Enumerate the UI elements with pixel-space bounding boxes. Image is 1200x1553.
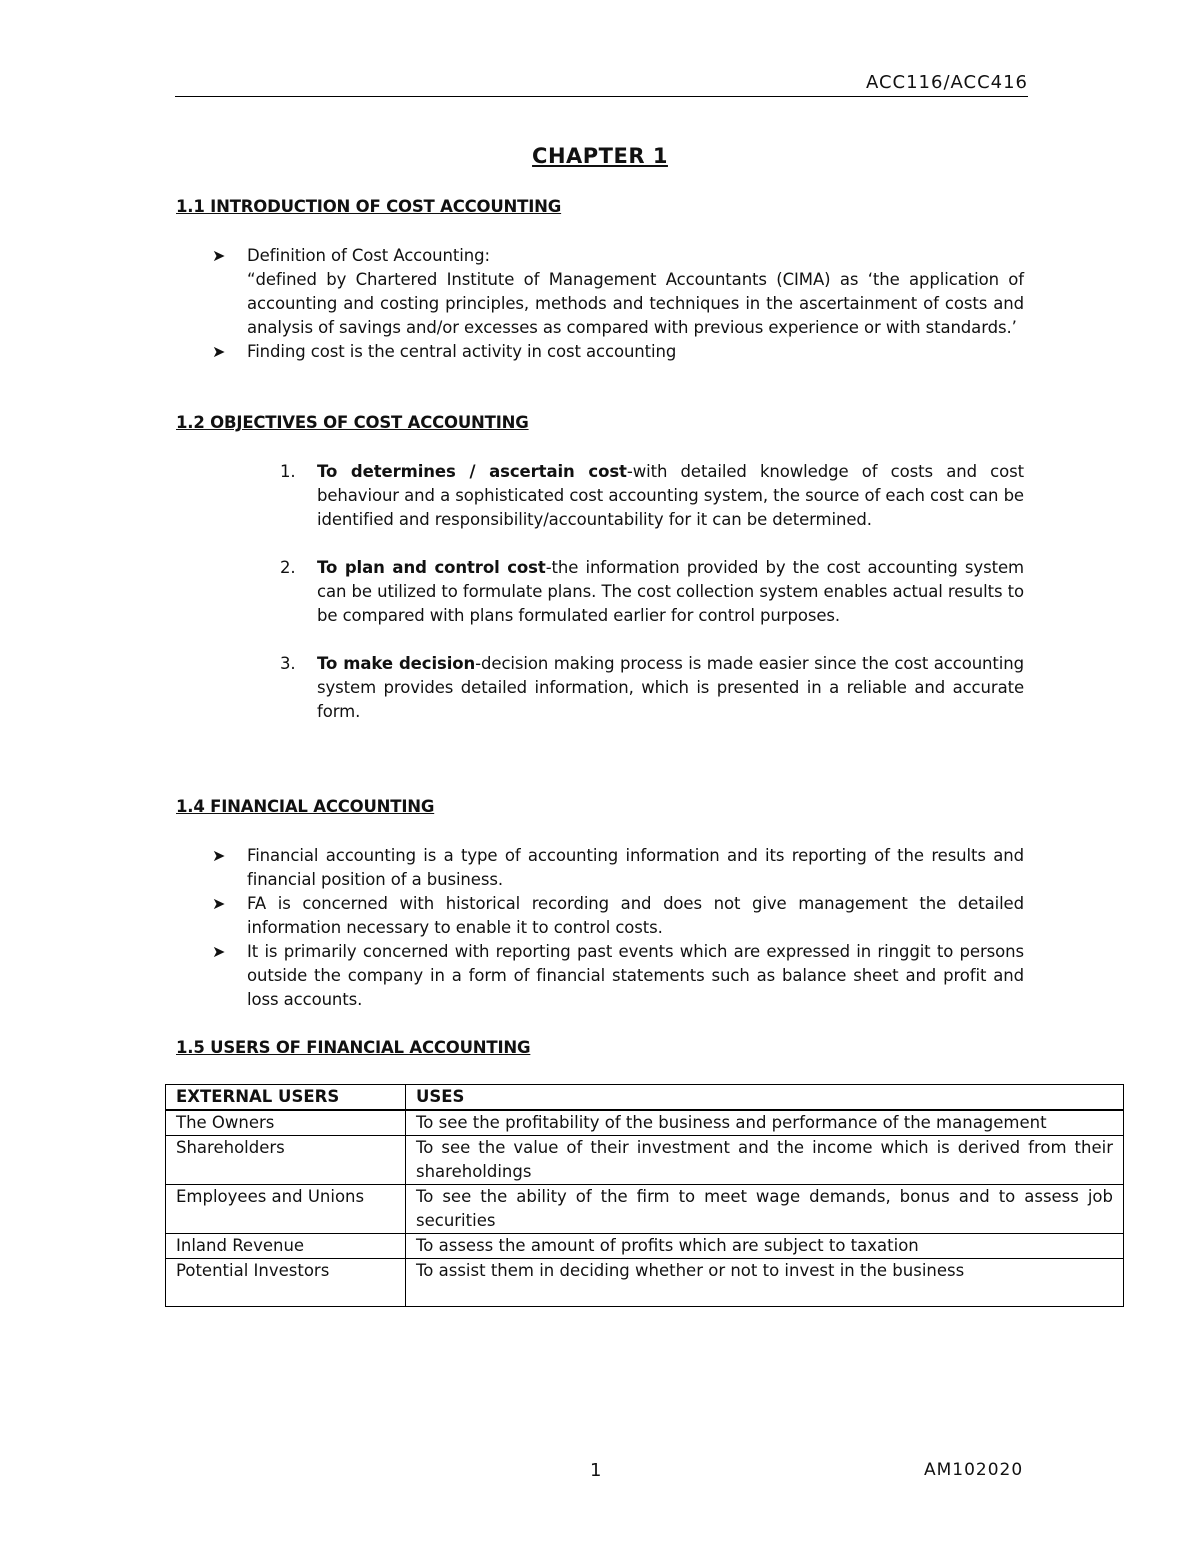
item-number: 3. xyxy=(280,654,296,673)
bullet-text: It is primarily concerned with reporting past events which are expressed in ringgit to persons outside the company in a form of financial statements such as balance sheet and profit and loss accounts. xyxy=(247,942,1024,1009)
section-heading-1-2: 1.2 OBJECTIVES OF COST ACCOUNTING xyxy=(176,413,529,432)
item-number: 1. xyxy=(280,462,296,481)
table-row xyxy=(166,1136,1124,1185)
list-item xyxy=(212,892,1024,940)
chapter-title: CHAPTER 1 xyxy=(532,144,668,168)
table-row xyxy=(166,1234,1124,1259)
item-title: To determines / ascertain cost xyxy=(317,462,627,481)
section-1-1-bullets xyxy=(212,244,1024,364)
user-cell: Employees and Unions xyxy=(166,1185,406,1234)
page-header xyxy=(175,72,1028,97)
list-item xyxy=(212,940,1024,1012)
user-cell: The Owners xyxy=(166,1110,406,1136)
arrow-bullet-icon: ➤ xyxy=(212,894,226,913)
table-row xyxy=(166,1185,1124,1234)
list-item xyxy=(280,652,1024,724)
table-row xyxy=(166,1110,1124,1136)
use-cell: To assess the amount of profits which are subject to taxation xyxy=(406,1234,1124,1259)
list-item xyxy=(280,556,1024,628)
user-cell: Inland Revenue xyxy=(166,1234,406,1259)
bullet-text: Financial accounting is a type of accounting information and its reporting of the results and financial position of a business. xyxy=(247,846,1024,889)
item-text: -the information provided by the cost accounting system can be utilized to formulate plans. The cost collection system enables actual results to be compared with plans formulated earlier for control purposes. xyxy=(317,558,1024,625)
item-title: To make decision xyxy=(317,654,476,673)
list-item xyxy=(212,244,1024,340)
bullet-text: FA is concerned with historical recording and does not give management the detailed information necessary to enable it to control costs. xyxy=(247,894,1024,937)
definition-label: Definition of Cost Accounting: xyxy=(247,246,490,265)
use-cell: To see the ability of the firm to meet wage demands, bonus and to assess job securities xyxy=(406,1185,1124,1234)
arrow-bullet-icon: ➤ xyxy=(212,846,226,865)
arrow-bullet-icon: ➤ xyxy=(212,942,226,961)
section-heading-1-5: 1.5 USERS OF FINANCIAL ACCOUNTING xyxy=(176,1038,531,1057)
item-text: -with detailed knowledge of costs and cost behaviour and a sophisticated cost accounting system, the source of each cost can be identified and responsibility/accountability for it can be determined. xyxy=(317,462,1024,529)
course-code: ACC116/ACC416 xyxy=(865,72,1028,93)
table-header-row xyxy=(166,1085,1124,1111)
section-heading-1-4: 1.4 FINANCIAL ACCOUNTING xyxy=(176,797,435,816)
list-item xyxy=(212,844,1024,892)
item-text: -decision making process is made easier since the cost accounting system provides detailed information, which is presented in a reliable and accurate form. xyxy=(317,654,1025,721)
footer-code: AM102020 xyxy=(924,1460,1024,1480)
page-number: 1 xyxy=(590,1460,602,1481)
user-cell: Shareholders xyxy=(166,1136,406,1185)
definition-text: “defined by Chartered Institute of Management Accountants (CIMA) as ‘the application of accounting and costing principles, methods and techniques in the ascertainment of costs and analysis of savings and/or excesses as compared with previous experience or with standards.’ xyxy=(247,270,1024,337)
users-table xyxy=(165,1084,1124,1307)
column-header: EXTERNAL USERS xyxy=(166,1085,406,1111)
arrow-bullet-icon: ➤ xyxy=(212,246,226,265)
use-cell: To assist them in deciding whether or not to invest in the business xyxy=(406,1259,1124,1307)
use-cell: To see the value of their investment and the income which is derived from their shareholdings xyxy=(406,1136,1124,1185)
bullet-text: Finding cost is the central activity in cost accounting xyxy=(247,342,677,361)
section-heading-1-1: 1.1 INTRODUCTION OF COST ACCOUNTING xyxy=(176,197,562,216)
item-title: To plan and control cost xyxy=(317,558,546,577)
table-row xyxy=(166,1259,1124,1307)
arrow-bullet-icon: ➤ xyxy=(212,342,226,361)
use-cell: To see the profitability of the business and performance of the management xyxy=(406,1110,1124,1136)
objectives-list xyxy=(280,460,1024,748)
list-item xyxy=(280,460,1024,532)
column-header: USES xyxy=(406,1085,1124,1111)
section-1-4-bullets xyxy=(212,844,1024,1012)
item-number: 2. xyxy=(280,558,296,577)
user-cell: Potential Investors xyxy=(166,1259,406,1307)
list-item xyxy=(212,340,1024,364)
